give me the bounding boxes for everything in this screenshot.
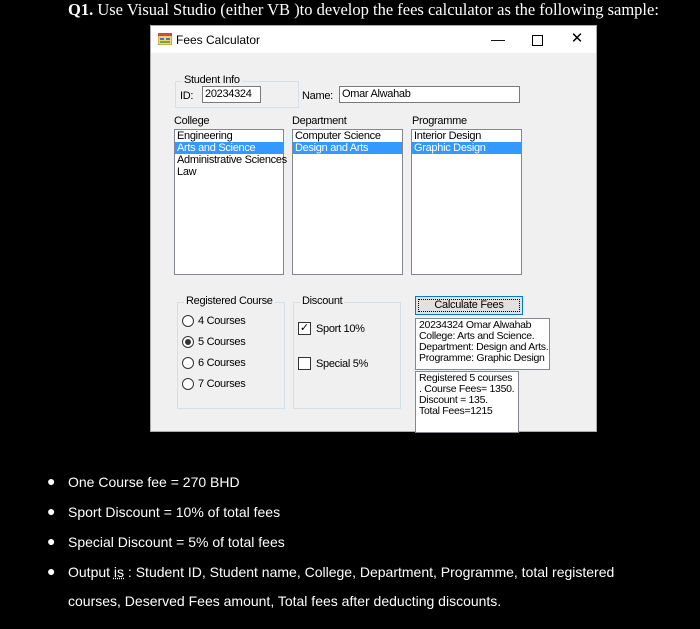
- college-label: College: [174, 115, 210, 127]
- course-radio-label: 6 Courses: [198, 357, 246, 369]
- course-radio-label: 7 Courses: [198, 378, 246, 390]
- sport-discount-checkbox[interactable]: ✓: [299, 322, 310, 334]
- output-is: is: [113, 564, 125, 580]
- output-line: College: Arts and Science.: [419, 330, 535, 342]
- requirement-course-fee: One Course fee = 270 BHD: [68, 474, 240, 490]
- output-line: 20234324 Omar Alwahab: [419, 319, 532, 331]
- minimize-button[interactable]: —: [491, 31, 505, 47]
- output-line: Total Fees=1215: [419, 405, 493, 417]
- student-info-label: Student Info: [184, 74, 240, 86]
- discount-label: Discount: [302, 295, 343, 307]
- course-radio[interactable]: [182, 315, 194, 327]
- department-list-item[interactable]: Computer Science: [295, 130, 381, 142]
- course-radio-label: 4 Courses: [198, 315, 246, 327]
- programme-listbox[interactable]: [411, 129, 522, 275]
- calculate-fees-label: Calculate Fees: [418, 299, 520, 312]
- question-title: [68, 0, 659, 20]
- bullet-dot: ●: [47, 503, 56, 519]
- app-form-icon: [158, 33, 172, 45]
- close-button[interactable]: ✕: [570, 30, 584, 47]
- department-label: Department: [292, 115, 347, 127]
- college-list-item[interactable]: Arts and Science: [175, 142, 283, 154]
- bullet-dot: ●: [47, 473, 56, 489]
- name-label: Name:: [302, 90, 333, 102]
- output-prefix: Output: [68, 564, 114, 580]
- output-fees-details: [415, 371, 519, 433]
- output-line: Discount = 135.: [419, 394, 488, 406]
- requirement-output-line2: courses, Deserved Fees amount, Total fees after deducting discounts.: [68, 593, 502, 609]
- id-label: ID:: [180, 90, 194, 102]
- discount-group: [293, 295, 401, 409]
- output-student-details: [415, 318, 550, 370]
- requirement-output: [68, 564, 614, 580]
- sport-discount-label: Sport 10%: [316, 323, 365, 335]
- college-list-item[interactable]: Administrative Sciences: [177, 154, 287, 166]
- calculate-fees-button[interactable]: [415, 296, 523, 315]
- college-list-item[interactable]: Engineering: [177, 130, 233, 142]
- maximize-icon: [532, 35, 543, 46]
- course-radio[interactable]: [182, 336, 194, 348]
- id-field[interactable]: 20234324: [202, 86, 261, 103]
- college-listbox[interactable]: [174, 129, 287, 275]
- course-radio[interactable]: [182, 378, 194, 390]
- question-number: Q1.: [68, 0, 94, 19]
- output-line: Programme: Graphic Design: [419, 352, 545, 364]
- course-radio-label: 5 Courses: [198, 336, 246, 348]
- department-list-item[interactable]: Design and Arts: [293, 142, 402, 154]
- window-title: Fees Calculator: [176, 33, 261, 47]
- bullet-dot: ●: [47, 533, 56, 549]
- programme-list-item[interactable]: Interior Design: [414, 130, 482, 142]
- output-line: Registered 5 courses: [419, 372, 513, 384]
- bullet-dot: ●: [47, 563, 56, 579]
- registered-course-label: Registered Course: [186, 295, 273, 307]
- requirement-sport-discount: Sport Discount = 10% of total fees: [68, 504, 281, 520]
- output-line: . Course Fees= 1350.: [419, 383, 515, 395]
- programme-list-item[interactable]: Graphic Design: [412, 142, 521, 154]
- name-field[interactable]: Omar Alwahab: [339, 86, 520, 103]
- title-bar: [151, 26, 596, 53]
- question-text: Use Visual Studio (either VB )to develop the fees calculator as the following sample:: [97, 0, 659, 19]
- maximize-button[interactable]: [523, 29, 551, 49]
- special-discount-label: Special 5%: [316, 358, 369, 370]
- programme-label: Programme: [412, 115, 467, 127]
- fees-calculator-window: [150, 25, 597, 432]
- college-list-item[interactable]: Law: [177, 166, 197, 178]
- special-discount-checkbox[interactable]: [298, 357, 311, 370]
- department-listbox[interactable]: [292, 129, 403, 275]
- course-radio[interactable]: [182, 357, 194, 369]
- output-line: Department: Design and Arts.: [419, 341, 549, 353]
- output-rest: : Student ID, Student name, College, Department, Programme, total registered: [124, 564, 615, 580]
- requirement-special-discount: Special Discount = 5% of total fees: [68, 534, 285, 550]
